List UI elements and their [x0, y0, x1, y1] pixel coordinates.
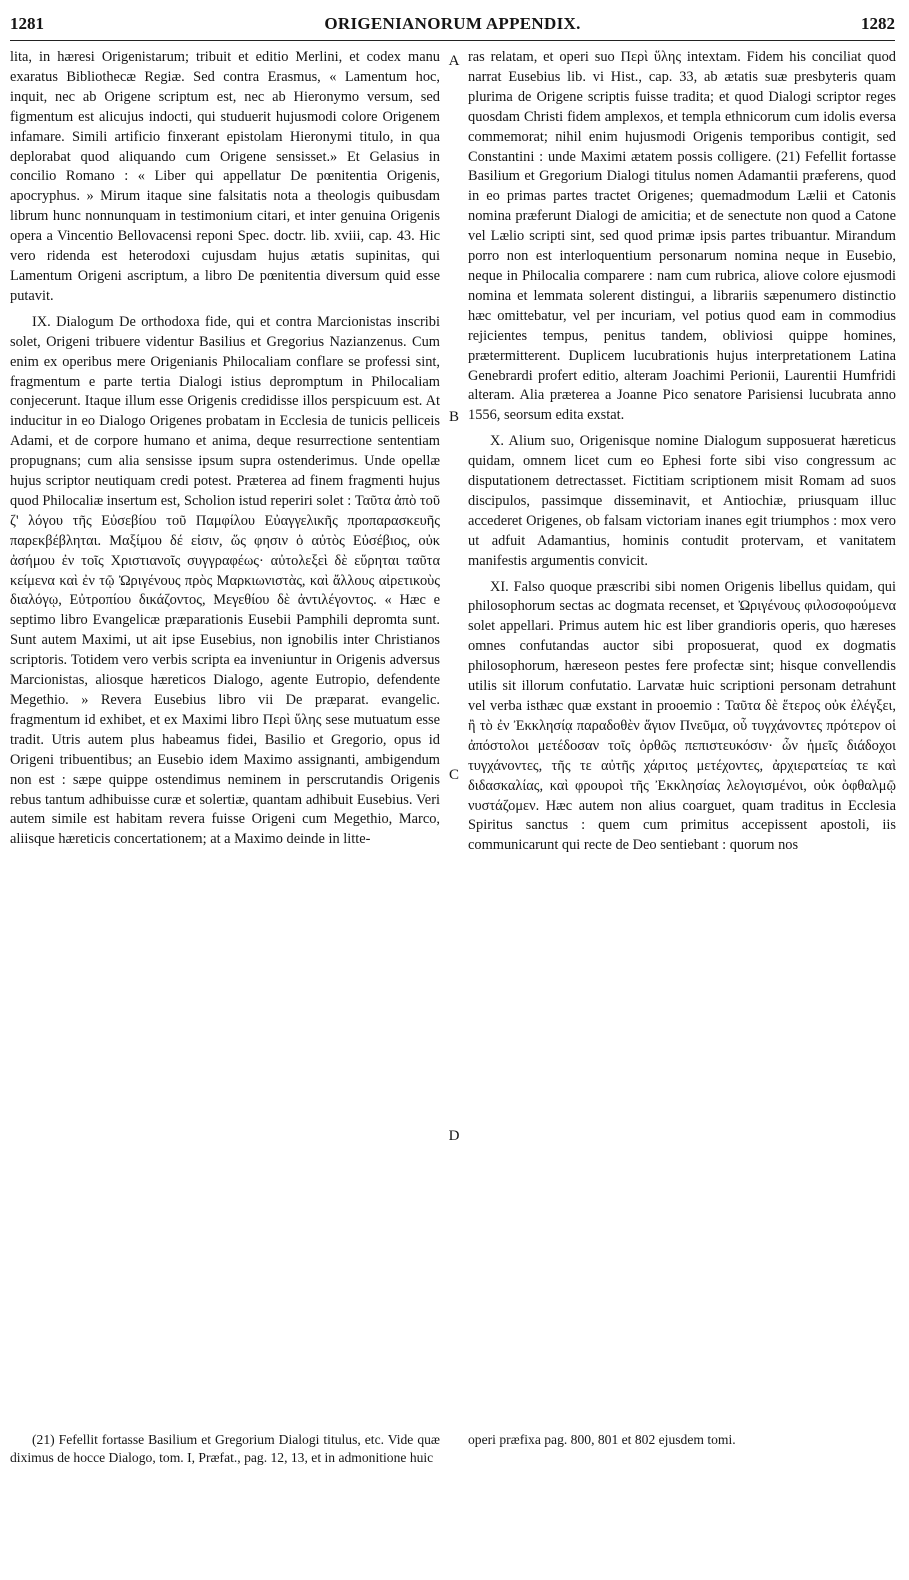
- running-title: ORIGENIANORUM APPENDIX.: [324, 14, 581, 33]
- margin-marker-c: C: [448, 767, 459, 783]
- footnote-text-cont: operi præfixa pag. 800, 801 et 802 ejusdem tomi.: [468, 1432, 736, 1447]
- paragraph-ix: IX. Dialogum De orthodoxa fide, qui et contra Marcionistas inscribi solet, Origeni tribuere videntur Basilius et Gregorius Nazianzenus. Cum enim ex operibus mere Origenianis Philocaliam conflare se professi sint, fragmentum e parte tertia Dialogi istius depromptum in Philocaliam conjecerunt. Itaque illum esse Origenis credidisse illos perspicuum est. At inducitur in eo Dialogo Origenes probatam in Ecclesia de tunicis pelliceis Adami, et de corpore humano et anima, deque resurrectione sententiam propugnans; cum alia sensisse ipsum supra ostenderimus. Unde opellæ hujus scriptor neutiquam credi potest. Præterea ad finem fragmenti hujus quod Philocaliæ insertum est, Scholion istud reperiri solet : Ταῦτα ἀπὸ τοῦ ζ' λόγου τῆς Εὐσεβίου τοῦ Παμφίλου Εὐαγγελικῆς προπαρασκευῆς παρεκβέβληται. Μαξίμου δέ εἰσιν, ὥς φησιν ὁ αὐτὸς Εὐσέβιος, οὐκ ἀσήμου ἐν τοῖς Χριστιανοῖς συγγραφέως· αὐτολεξεὶ δὲ εὕρηται ταῦτα κείμενα καὶ ἐν τῷ Ὠριγένους πρὸς Μαρκιωνιστὰς, καὶ ἄλλους αἱρετικοὺς διαλόγῳ, Εὐτροπίου δικάζοντος, Μεγεθίου δὲ ἀντιλέγοντος. « Hæc e septimo libro Evangelicæ præparationis Eusebii Pamphili depromta sunt. Sunt autem Maximi, ut ait ipse Eusebius, non ignobilis inter Christianos scriptoris. Totidem vero verbis scripta ea inveniuntur in Origenis adversus Marcionistas, aliosque hæreticos Dialogo, agente Eutropio, defendente Megethio. » Revera Eusebius libro vii De præparat. evangelic. fragmentum id exhibet, et ex Maximi libro Περὶ ὕλης sese mutuatum esse tradit. Utris autem plus habeamus fidei, Basilio et Gregorio, opus id Origeni tribuentibus; an Eusebio idem Maximo assignanti, ambigendum non est : sæpe quippe ostendimus neminem in perscrutandis Origenis rebus tantum adhibuisse curæ et solertiæ, quantam adhibuit Eusebius. Veri autem simile est habitam revera fuisse Origeni cum Megethio, Marco, aliisque hæreticis concertationem; at a Maximo deinde in litte-: [10, 313, 440, 848]
- margin-marker-d: D: [448, 1128, 460, 1144]
- left-column: [10, 48, 440, 850]
- footnote-21: [10, 1431, 440, 1466]
- page-header: [10, 8, 895, 41]
- margin-marker-a: A: [448, 53, 460, 69]
- page-number-right: 1282: [861, 14, 895, 33]
- paragraph-xi: XI. Falso quoque præscribi sibi nomen Origenis libellus quidam, qui philosophorum sectas ac dogmata recenset, et Ὠριγένους φιλοσοφούμενα solet appellari. Primus autem hic est liber grandioris operis, quo hæreses omnes confutandas auctor sibi proposuerat, quod ex dogmatis philosophorum, hæreseon pestes fere profectæ sint; hisque convellendis utilis sit illorum confutatio. Larvatæ huic scriptioni personam detrahunt vel verba isthæc quæ exstant in prooemio : Ταῦτα δὲ ἕτερος οὐκ ἐλέγξει, ἢ τὸ ἐν Ἐκκλησίᾳ παραδοθὲν ἅγιον Πνεῦμα, οὗ τυγχάνοντες πρότερον οἱ ἀπόστολοι μετέδοσαν τοῖς ὀρθῶς πεπιστευκόσιν· ὧν ἡμεῖς διάδοχοι τυγχάνοντες, τῆς τε αὐτῆς χάριτος μετέχοντες, ἀρχιερατείας τε καὶ διδασκαλίας, καὶ φρουροὶ τῆς Ἐκκλησίας λελογισμένοι, οὐκ ὀφθαλμῷ νυστάζομεν. Hæc autem non alius coarguet, quam traditus in Ecclesia Spiritus sanctus : quem cum primitus accepissent apostoli, iis communicarunt qui recte de Deo sentiebant : quorum nos: [468, 578, 896, 854]
- page-number-left: 1281: [10, 14, 44, 33]
- margin-marker-b: B: [448, 409, 459, 425]
- footnote-text: (21) Fefellit fortasse Basilium et Gregorium Dialogi titulus, etc. Vide quæ diximus de hocce Dialogo, tom. I, Præfat., pag. 12, 13, et in admonitione huic: [10, 1432, 440, 1465]
- right-column: [468, 48, 896, 856]
- footnote-21-cont: [468, 1431, 896, 1449]
- paragraph-ix-cont: ras relatam, et operi suo Περὶ ὕλης intextam. Fidem his conciliat quod narrat Eusebius lib. vi Hist., cap. 33, ab ætatis suæ presbyteris quam plurima de Origene scriptis fuisse tradita; et quod Dialogi scriptor reges quosdam Christi fidem amplexos, et templa ethnicorum cum idolis eversa commemorat; nihil enim hujusmodi Origenis temporibus contigit, sed Constantini : unde Maximi ætatem possis colligere. (21) Fefellit fortasse Basilium et Gregorium Dialogi titulus nomen Adamantii præferens, quod in eo primas partes tractet Origenes; quemadmodum Lælii et Catonis nomina præferunt Dialogi de amicitia; et de senectute non quod a Catone vel Lælio scripti sint, sed quod primæ ipsis partes tribuantur. Mirandum porro non est interloquentium personarum nomina neque in Eusebio, neque in Philocalia comparere : nam cum rubrica, aliove colore ejusmodi nomina et lemmata solerent distingui, a librariis sæpenumero distinctio hæc omittebatur, vel per incuriam, vel potius quod eam in commodius rejicientes tempus, penitus tandem, obliviosi quippe homines, prætermitterent. Duplicem lucubrationis hujus interpretationem Latina Genebrardi profert editio, alteram Joachimi Perionii, Laurentii Humfridi alteram. Alia præterea a Joanne Pico senatore Parisiensi lucubrata anno 1556, seorsum edita exstat.: [468, 49, 896, 424]
- paragraph-x: X. Alium suo, Origenisque nomine Dialogum supposuerat hæreticus quidam, omnem licet cum eo Ephesi forte sibi viso congressum ac disputationem detrectasset. Fictitiam scriptionem misit Romam ad suos discipulos, passimque disseminavit, et Antiochiæ, priusquam illuc accederet Origenes, ob falsam victoriam inanes egit triumphos : mox vero ut adfuit Adamantius, hominis contudit protervam, et vanitatem manifestis argumentis convicit.: [468, 433, 896, 569]
- paragraph-viii-cont: lita, in hæresi Origenistarum; tribuit et editio Merlini, et codex manu exaratus Bibliothecæ Regiæ. Sed contra Erasmus, « Lamentum hoc, inquit, nec ab Origene scriptum est, nec ab Hieronymo versum, sed figmentum est alicujus indocti, qui studuerit hujusmodi colore Origenem infamare. Simili artificio finxerant epistolam Hieronymi titulo, in qua deplorabat quod aliquando cum Origene sensisset.» Et Gelasius in concilio Romano : « Liber qui appellatur De pœnitentia Origenis, apocryphus. » Mirum itaque sine falsitatis nota a theologis quibusdam librum hunc nonnunquam in testimonium citari, et inter genuina Origenis opera a Vincentio Bellovacensi reponi Spec. doctr. lib. xviii, cap. 43. Hic vero ridenda est heterodoxi cujusdam hujus ætatis supinitas, qui Lamentum Origeni ascriptum, a libro De pœnitentia diversum quid esse putavit.: [10, 49, 440, 304]
